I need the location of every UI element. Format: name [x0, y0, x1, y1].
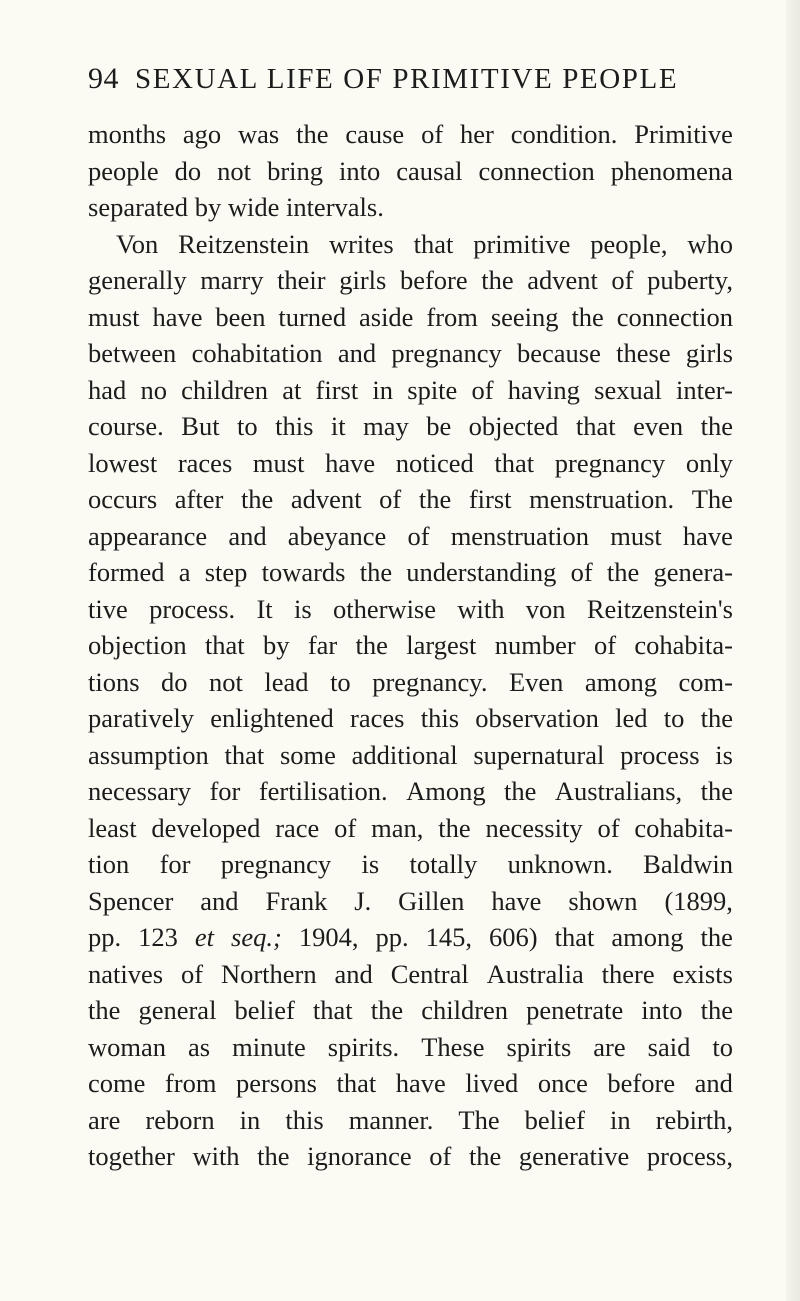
text-line: months ago was the cause of her condition. Primitive: [88, 119, 733, 149]
text-line: come from persons that have lived once before and: [88, 1068, 733, 1098]
text-line: between cohabitation and pregnancy because these girls: [88, 338, 733, 368]
text-line: people do not bring into causal connection phenomena: [88, 155, 733, 186]
text-line: Spencer and Frank J. Gillen have shown (1899,: [88, 885, 733, 916]
text-line: together with the ignorance of the generative process,: [88, 1141, 733, 1171]
page-edge-shadow: [786, 0, 800, 1301]
text-line: generally marry their girls before the advent of puberty,: [88, 265, 733, 295]
text-line: course. But to this it may be objected that even the: [88, 411, 733, 441]
text-line: assumption that some additional supernatural process is: [88, 739, 733, 770]
running-head-title: SEXUAL LIFE OF PRIMITIVE PEOPLE: [135, 63, 679, 95]
text-line: objection that by far the largest number of cohabita-: [88, 630, 733, 660]
text-line: Von Reitzenstein writes that primitive people, who: [116, 228, 733, 259]
text-line: necessary for fertilisation. Among the Australians, the: [88, 776, 733, 806]
text-line: least developed race of man, the necessity of cohabita-: [88, 812, 733, 843]
text-line: formed a step towards the understanding of the genera-: [88, 557, 733, 587]
text-line: natives of Northern and Central Australia there exists: [88, 958, 733, 989]
body-text: [88, 116, 733, 1175]
text-line: woman as minute spirits. These spirits are said to: [88, 1031, 733, 1062]
text-line: pp. 123 et seq.; 1904, pp. 145, 606) that among the: [88, 922, 733, 952]
text-line: tions do not lead to pregnancy. Even among com-: [88, 666, 733, 697]
text-line: lowest races must have noticed that pregnancy only: [88, 447, 733, 478]
text-line: had no children at first in spite of having sexual inter-: [88, 374, 733, 405]
text-line: tive process. It is otherwise with von Reitzenstein's: [88, 593, 733, 624]
text-line: the general belief that the children penetrate into the: [88, 995, 733, 1025]
text-line: are reborn in this manner. The belief in rebirth,: [88, 1104, 733, 1135]
text-line: paratively enlightened races this observation led to the: [88, 703, 733, 733]
text-line: tion for pregnancy is totally unknown. Baldwin: [88, 849, 733, 879]
running-header: [88, 62, 728, 98]
text-line: must have been turned aside from seeing the connection: [88, 301, 733, 332]
text-line: occurs after the advent of the first menstruation. The: [88, 484, 733, 514]
text-line: separated by wide intervals.: [88, 192, 384, 222]
text-line: appearance and abeyance of menstruation must have: [88, 520, 733, 551]
page-number: 94: [88, 62, 119, 95]
